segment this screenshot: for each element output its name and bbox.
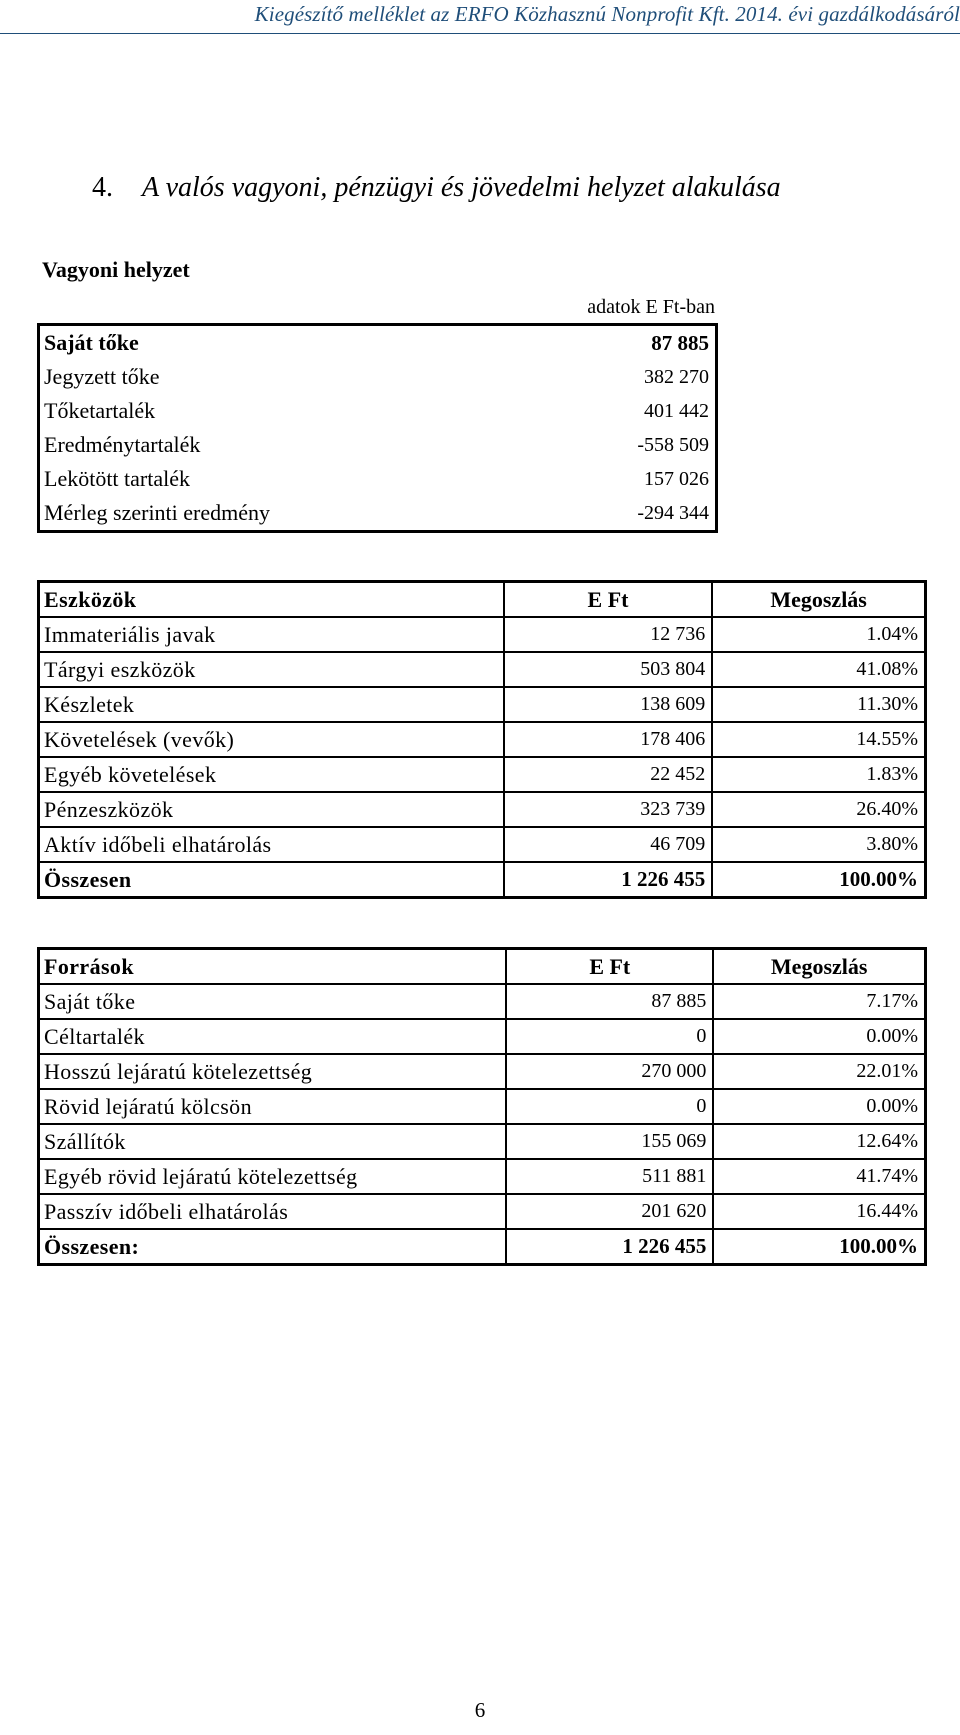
table-row bbox=[39, 360, 717, 394]
asset-name: Pénzeszközök bbox=[39, 792, 504, 827]
sources-header-share: Megoszlás bbox=[713, 949, 925, 985]
asset-share: 11.30% bbox=[712, 687, 925, 722]
asset-share: 3.80% bbox=[712, 827, 925, 862]
source-name: Passzív időbeli elhatárolás bbox=[39, 1194, 507, 1229]
source-eft: 270 000 bbox=[506, 1054, 713, 1089]
equity-value: -294 344 bbox=[637, 502, 709, 524]
sources-total-eft: 1 226 455 bbox=[506, 1229, 713, 1265]
source-share: 12.64% bbox=[713, 1124, 925, 1159]
table-row bbox=[39, 1019, 926, 1054]
page-number: 6 bbox=[474, 1698, 486, 1722]
table-row bbox=[39, 1054, 926, 1089]
equity-value: -558 509 bbox=[637, 434, 709, 456]
assets-total-name: Összesen bbox=[39, 862, 504, 898]
equity-value: 382 270 bbox=[644, 366, 709, 388]
source-eft: 87 885 bbox=[506, 984, 713, 1019]
table-row bbox=[39, 827, 926, 862]
assets-table bbox=[37, 580, 927, 899]
asset-name: Immateriális javak bbox=[39, 617, 504, 652]
table-row bbox=[39, 687, 926, 722]
table-row bbox=[39, 757, 926, 792]
source-eft: 0 bbox=[506, 1019, 713, 1054]
sources-total-name: Összesen: bbox=[39, 1229, 507, 1265]
asset-share: 1.83% bbox=[712, 757, 925, 792]
asset-eft: 22 452 bbox=[504, 757, 712, 792]
sources-table bbox=[37, 947, 927, 1266]
source-share: 0.00% bbox=[713, 1089, 925, 1124]
source-share: 16.44% bbox=[713, 1194, 925, 1229]
assets-total-eft: 1 226 455 bbox=[504, 862, 712, 898]
table-row bbox=[39, 325, 717, 361]
asset-share: 26.40% bbox=[712, 792, 925, 827]
equity-name: Eredménytartalék bbox=[44, 432, 201, 457]
table-row bbox=[39, 617, 926, 652]
equity-name: Lekötött tartalék bbox=[44, 466, 190, 491]
table-row bbox=[39, 1159, 926, 1194]
assets-header-eft: E Ft bbox=[504, 582, 712, 618]
table-total-row bbox=[39, 862, 926, 898]
table-row bbox=[39, 1124, 926, 1159]
table-row bbox=[39, 462, 717, 496]
table-header-row bbox=[39, 582, 926, 618]
page-header: Kiegészítő melléklet az ERFO Közhasznú Nonprofit Kft. 2014. évi gazdálkodásáról bbox=[254, 2, 960, 26]
asset-name: Készletek bbox=[39, 687, 504, 722]
section-title-text: A valós vagyoni, pénzügyi és jövedelmi helyzet alakulása bbox=[142, 172, 781, 203]
equity-value: 157 026 bbox=[644, 468, 709, 490]
table-total-row bbox=[39, 1229, 926, 1265]
source-share: 41.74% bbox=[713, 1159, 925, 1194]
asset-eft: 46 709 bbox=[504, 827, 712, 862]
source-name: Céltartalék bbox=[39, 1019, 507, 1054]
assets-total-share: 100.00% bbox=[712, 862, 925, 898]
table-header-row bbox=[39, 949, 926, 985]
table-row bbox=[39, 984, 926, 1019]
asset-name: Tárgyi eszközök bbox=[39, 652, 504, 687]
equity-value: 401 442 bbox=[644, 400, 709, 422]
source-name: Hosszú lejáratú kötelezettség bbox=[39, 1054, 507, 1089]
asset-name: Követelések (vevők) bbox=[39, 722, 504, 757]
asset-name: Egyéb követelések bbox=[39, 757, 504, 792]
source-eft: 201 620 bbox=[506, 1194, 713, 1229]
table-row bbox=[39, 652, 926, 687]
table-row bbox=[39, 792, 926, 827]
asset-eft: 323 739 bbox=[504, 792, 712, 827]
equity-table bbox=[37, 323, 718, 533]
asset-eft: 503 804 bbox=[504, 652, 712, 687]
section-number: 4. bbox=[92, 172, 113, 203]
source-share: 22.01% bbox=[713, 1054, 925, 1089]
assets-header-share: Megoszlás bbox=[712, 582, 925, 618]
equity-name: Mérleg szerinti eredmény bbox=[44, 500, 271, 525]
asset-eft: 138 609 bbox=[504, 687, 712, 722]
asset-share: 41.08% bbox=[712, 652, 925, 687]
asset-eft: 178 406 bbox=[504, 722, 712, 757]
asset-share: 14.55% bbox=[712, 722, 925, 757]
source-name: Szállítók bbox=[39, 1124, 507, 1159]
section-title bbox=[92, 172, 781, 204]
source-eft: 155 069 bbox=[506, 1124, 713, 1159]
sources-total-share: 100.00% bbox=[713, 1229, 925, 1265]
header-divider bbox=[0, 33, 960, 34]
assets-header-name: Eszközök bbox=[39, 582, 504, 618]
table-row bbox=[39, 394, 717, 428]
unit-note: adatok E Ft-ban bbox=[587, 296, 715, 318]
table-row bbox=[39, 722, 926, 757]
source-share: 7.17% bbox=[713, 984, 925, 1019]
asset-name: Aktív időbeli elhatárolás bbox=[39, 827, 504, 862]
table-row bbox=[39, 1194, 926, 1229]
equity-value: 87 885 bbox=[651, 331, 709, 355]
source-name: Egyéb rövid lejáratú kötelezettség bbox=[39, 1159, 507, 1194]
asset-eft: 12 736 bbox=[504, 617, 712, 652]
table-row bbox=[39, 496, 717, 532]
source-name: Saját tőke bbox=[39, 984, 507, 1019]
table-row bbox=[39, 1089, 926, 1124]
sources-header-name: Források bbox=[39, 949, 507, 985]
source-eft: 511 881 bbox=[506, 1159, 713, 1194]
asset-share: 1.04% bbox=[712, 617, 925, 652]
source-name: Rövid lejáratú kölcsön bbox=[39, 1089, 507, 1124]
equity-name: Saját tőke bbox=[44, 330, 139, 355]
table-row bbox=[39, 428, 717, 462]
sources-header-eft: E Ft bbox=[506, 949, 713, 985]
equity-name: Jegyzett tőke bbox=[44, 364, 160, 389]
equity-name: Tőketartalék bbox=[44, 398, 156, 423]
source-share: 0.00% bbox=[713, 1019, 925, 1054]
source-eft: 0 bbox=[506, 1089, 713, 1124]
subtitle: Vagyoni helyzet bbox=[42, 257, 190, 282]
